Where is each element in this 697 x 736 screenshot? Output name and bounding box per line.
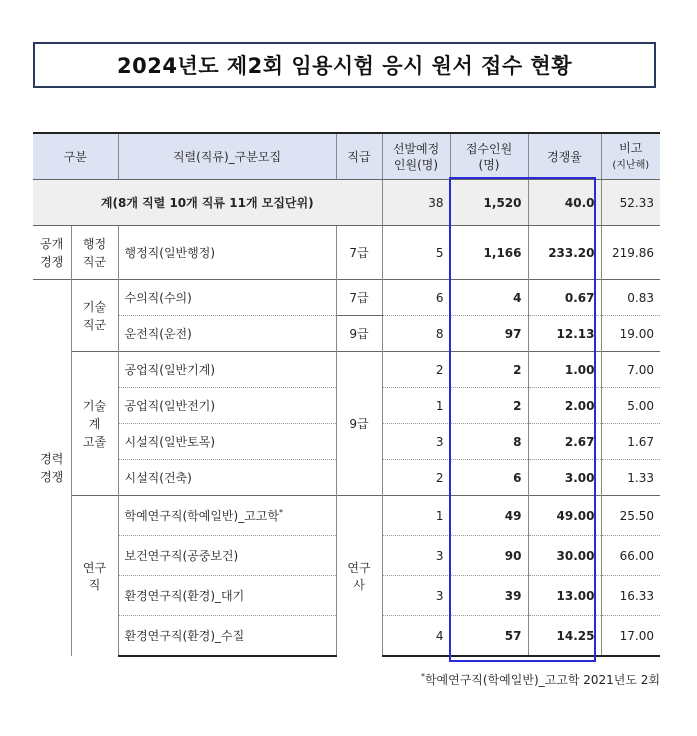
- table-row: [33, 316, 660, 352]
- row-applicants: 6: [450, 460, 528, 496]
- header-note-line1: 비고: [619, 140, 643, 155]
- status-table: [33, 132, 660, 657]
- row-applicants: 1,166: [450, 226, 528, 280]
- row-ratio: 1.00: [528, 352, 601, 388]
- row-name: 환경연구직(환경)_대기: [118, 576, 336, 616]
- row-applicants: 49: [450, 496, 528, 536]
- table-row: [33, 352, 660, 388]
- group-open: 공개 경쟁: [33, 226, 71, 280]
- total-ratio: 40.0: [528, 180, 601, 226]
- row-ratio: 30.00: [528, 536, 601, 576]
- row-prev: 7.00: [601, 352, 660, 388]
- row-ratio: 13.00: [528, 576, 601, 616]
- row-name: 행정직(일반행정): [118, 226, 336, 280]
- row-planned: 5: [382, 226, 450, 280]
- subgroup-admin: 행정 직군: [71, 226, 118, 280]
- footnote: [421, 671, 660, 688]
- subgroup-research: 연구직: [71, 496, 118, 657]
- row-prev: 16.33: [601, 576, 660, 616]
- row-name: [118, 496, 336, 536]
- row-prev: 1.67: [601, 424, 660, 460]
- row-applicants: 97: [450, 316, 528, 352]
- row-name: 환경연구직(환경)_수질: [118, 616, 336, 657]
- table-row: [33, 226, 660, 280]
- group-career: 경력 경쟁: [33, 280, 71, 657]
- row-planned: 1: [382, 496, 450, 536]
- row-ratio: 49.00: [528, 496, 601, 536]
- row-applicants: 4: [450, 280, 528, 316]
- row-name: 시설직(일반토목): [118, 424, 336, 460]
- footnote-marker: *: [420, 672, 425, 681]
- row-planned: 4: [382, 616, 450, 657]
- row-planned: 1: [382, 388, 450, 424]
- row-name: 공업직(일반기계): [118, 352, 336, 388]
- row-grade: 9급: [336, 352, 382, 496]
- row-name: 보건연구직(공중보건): [118, 536, 336, 576]
- row-applicants: 8: [450, 424, 528, 460]
- row-applicants: 2: [450, 352, 528, 388]
- row-name: 시설직(건축): [118, 460, 336, 496]
- row-applicants: 39: [450, 576, 528, 616]
- row-applicants: 90: [450, 536, 528, 576]
- header-group: 구분: [33, 133, 118, 180]
- row-prev: 5.00: [601, 388, 660, 424]
- subgroup-tech: 기술 직군: [71, 280, 118, 352]
- header-applicants: 접수인원(명): [450, 133, 528, 180]
- row-ratio: 2.00: [528, 388, 601, 424]
- row-ratio: 0.67: [528, 280, 601, 316]
- row-name-text: 학예연구직(학예일반)_고고학: [124, 509, 279, 523]
- row-name: 공업직(일반전기): [118, 388, 336, 424]
- row-ratio: 3.00: [528, 460, 601, 496]
- header-grade: 직급: [336, 133, 382, 180]
- row-grade: 연구사: [336, 496, 382, 657]
- row-name: 수의직(수의): [118, 280, 336, 316]
- total-prev: 52.33: [601, 180, 660, 226]
- total-applicants: 1,520: [450, 180, 528, 226]
- header-planned-line1: 선발예정: [392, 141, 440, 156]
- row-grade: 7급: [336, 226, 382, 280]
- header-planned-line2: 인원(명): [393, 157, 439, 172]
- row-grade: 7급: [336, 280, 382, 316]
- row-name: 운전직(운전): [118, 316, 336, 352]
- subgroup-tech-hs: 기술계 고졸: [71, 352, 118, 496]
- row-prev: 0.83: [601, 280, 660, 316]
- row-planned: 3: [382, 424, 450, 460]
- row-applicants: 2: [450, 388, 528, 424]
- title-box: [33, 42, 656, 88]
- row-grade: 9급: [336, 316, 382, 352]
- total-row: [33, 180, 660, 226]
- total-planned: 38: [382, 180, 450, 226]
- page-title: 2024년도 제2회 임용시험 응시 원서 접수 현황: [117, 54, 572, 78]
- row-name-marker: *: [278, 508, 283, 517]
- row-prev: 219.86: [601, 226, 660, 280]
- row-ratio: 14.25: [528, 616, 601, 657]
- row-planned: 2: [382, 460, 450, 496]
- row-planned: 6: [382, 280, 450, 316]
- header-note-line2: (지난해): [612, 159, 650, 171]
- header-note: [601, 133, 660, 180]
- row-prev: 1.33: [601, 460, 660, 496]
- table-row: [33, 280, 660, 316]
- header-ratio: 경쟁율: [528, 133, 601, 180]
- row-prev: 66.00: [601, 536, 660, 576]
- total-label: 계(8개 직렬 10개 직류 11개 모집단위): [33, 180, 382, 226]
- footnote-text: 학예연구직(학예일반)_고고학 2021년도 2회: [424, 673, 660, 687]
- row-planned: 3: [382, 536, 450, 576]
- row-planned: 3: [382, 576, 450, 616]
- row-applicants: 57: [450, 616, 528, 657]
- row-prev: 25.50: [601, 496, 660, 536]
- row-planned: 8: [382, 316, 450, 352]
- header-row: [33, 133, 660, 180]
- row-ratio: 12.13: [528, 316, 601, 352]
- header-position: 직렬(직류)_구분모집: [118, 133, 336, 180]
- header-planned: [382, 133, 450, 180]
- row-prev: 19.00: [601, 316, 660, 352]
- row-prev: 17.00: [601, 616, 660, 657]
- row-planned: 2: [382, 352, 450, 388]
- row-ratio: 2.67: [528, 424, 601, 460]
- row-ratio: 233.20: [528, 226, 601, 280]
- table-row: [33, 496, 660, 536]
